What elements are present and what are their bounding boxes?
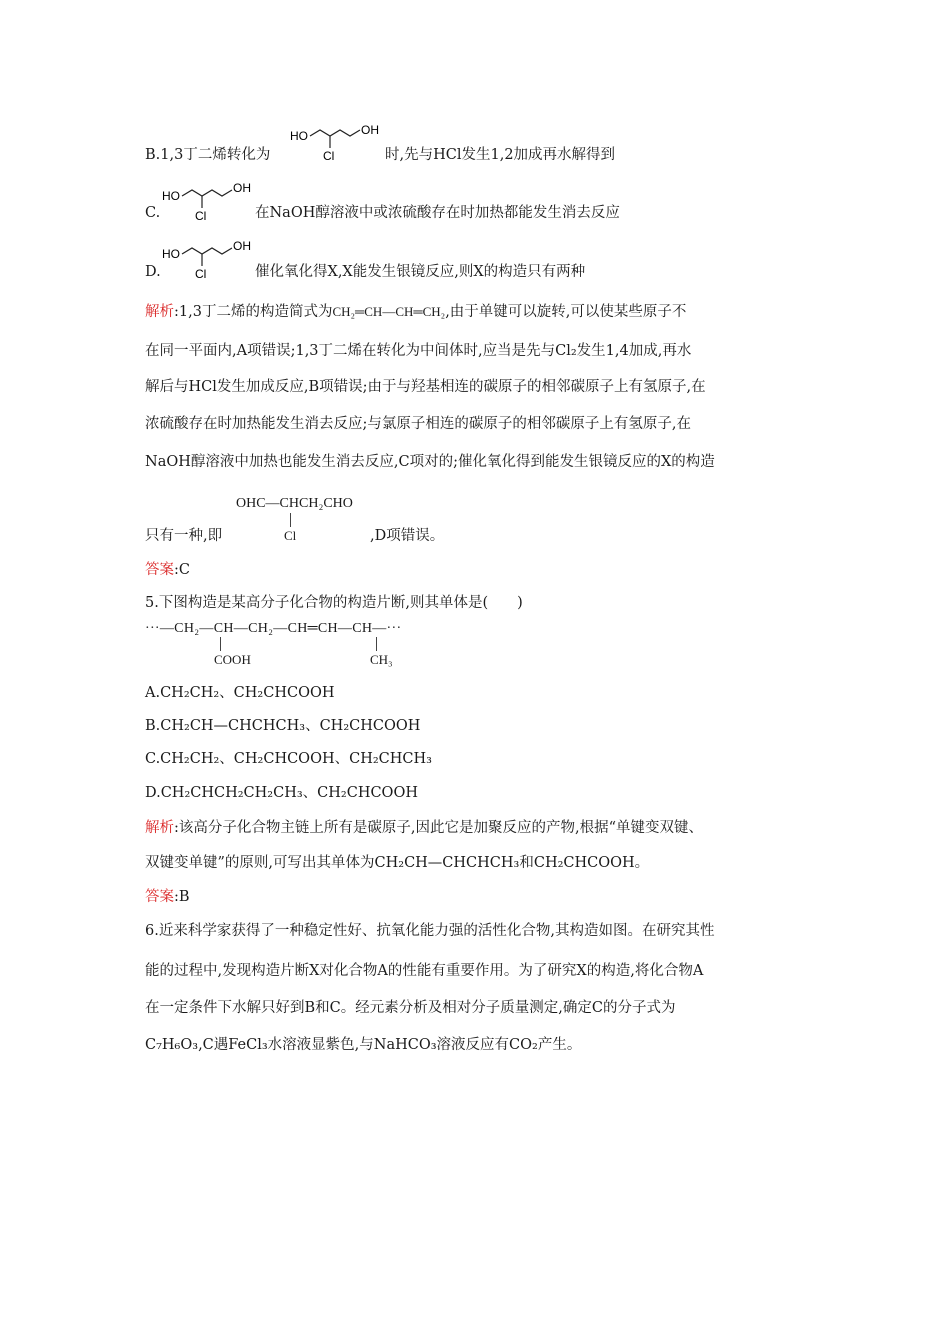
ho-label: HO [290,129,308,143]
answer-label: 答案 [145,889,174,905]
cl-label: Cl [195,267,207,281]
ch3-group: CH₃ [370,652,393,667]
polymer-chain: ···—CH₂—CH—CH₂—CH═CH—CH—··· [145,621,402,636]
ch3-bond [376,637,377,651]
structure-c [160,178,255,226]
oh-label: OH [233,181,251,195]
option-b-suffix: 时,先与HCl发生1,2加成再水解得到 [385,147,616,163]
q6-line1: 6.近来科学家获得了一种稳定性好、抗氧化能力强的活性化合物,其构造如图。在研究其性 [145,923,715,939]
analysis4-line4: 浓硫酸存在时加热能发生消去反应;与氯原子相连的碳原子的相邻碳原子上有氢原子,在 [145,416,691,432]
oh-label: OH [361,123,379,137]
cooh-bond [220,637,221,651]
oh-label: OH [233,239,251,253]
answer4 [145,560,190,580]
option-c-text: 在NaOH醇溶液中或浓硫酸存在时加热都能发生消去反应 [255,205,620,221]
q6-line4: C₇H₆O₃,C遇FeCl₃水溶液显紫色,与NaHCO₃溶液反应有CO₂产生。 [145,1037,582,1053]
option-c-prefix: C. [145,205,161,221]
answer-label: 答案 [145,562,174,578]
structure-d [160,236,255,284]
analysis4-line6a: 只有一种,即 [145,528,223,544]
q5-option-b: B.CH₂CH—CHCHCH₃、CH₂CHCOOH [145,718,421,734]
analysis4-line6b: ,D项错误。 [370,528,445,544]
q6-line3: 在一定条件下水解只好到B和C。经元素分析及相对分子质量测定,确定C的分子式为 [145,1000,676,1016]
analysis4-line2: 在同一平面内,A项错误;1,3丁二烯在转化为中间体时,应当是先与Cl₂发生1,4加成,再水 [145,343,692,359]
ho-label: HO [162,189,180,203]
q5-option-d: D.CH₂CHCH₂CH₂CH₃、CH₂CHCOOH [145,785,418,801]
analysis5-line2: 双键变单键”的原则,可写出其单体为CH₂CH—CHCHCH₃和CH₂CHCOOH。 [145,855,650,871]
ho-label: HO [162,247,180,261]
answer-value: :C [174,562,190,578]
analysis-label: 解析 [145,304,174,320]
cl-label: Cl [323,149,335,163]
butadiene-formula: CH₂═CH—CH═CH₂ [332,304,446,319]
q6-line2: 能的过程中,发现构造片断X对化合物A的性能有重要作用。为了研究X的构造,将化合物A [145,963,704,979]
analysis5-line1 [145,818,703,838]
analysis4-text: ,由于单键可以旋转,可以使某些原子不 [445,304,687,320]
analysis4-line3: 解后与HCl发生加成反应,B项错误;由于与羟基相连的碳原子的相邻碳原子上有氢原子,在 [145,379,706,395]
option-d-text: 催化氧化得X,X能发生银镜反应,则X的构造只有两种 [255,264,586,280]
answer5 [145,887,190,907]
q5-option-a: A.CH₂CH₂、CH₂CHCOOH [145,685,335,701]
option-b-prefix: B.1,3丁二烯转化为 [145,147,271,163]
analysis4-line5: NaOH醇溶液中加热也能发生消去反应,C项对的;催化氧化得到能发生银镜反应的X的构造 [145,454,715,470]
cooh-group: COOH [214,652,251,667]
q5-option-c: C.CH₂CH₂、CH₂CHCOOH、CH₂CHCH₃ [145,751,432,767]
analysis4-line1 [145,302,686,322]
analysis-label: 解析 [145,820,174,836]
structure-b [288,120,383,168]
option-d-prefix: D. [145,264,161,280]
x-structure-formula: OHC—CHCH₂CHO [236,496,353,511]
answer-value: :B [174,889,190,905]
x-bond-line [290,513,291,527]
cl-label: Cl [195,209,207,223]
analysis4-text: :1,3丁二烯的构造简式为 [174,304,333,320]
q5-stem: 5.下图构造是某高分子化合物的构造片断,则其单体是( ) [145,595,523,611]
analysis5-text: :该高分子化合物主链上所有是碳原子,因此它是加聚反应的产物,根据“单键变双键、 [174,820,704,836]
x-structure-cl: Cl [284,528,297,543]
